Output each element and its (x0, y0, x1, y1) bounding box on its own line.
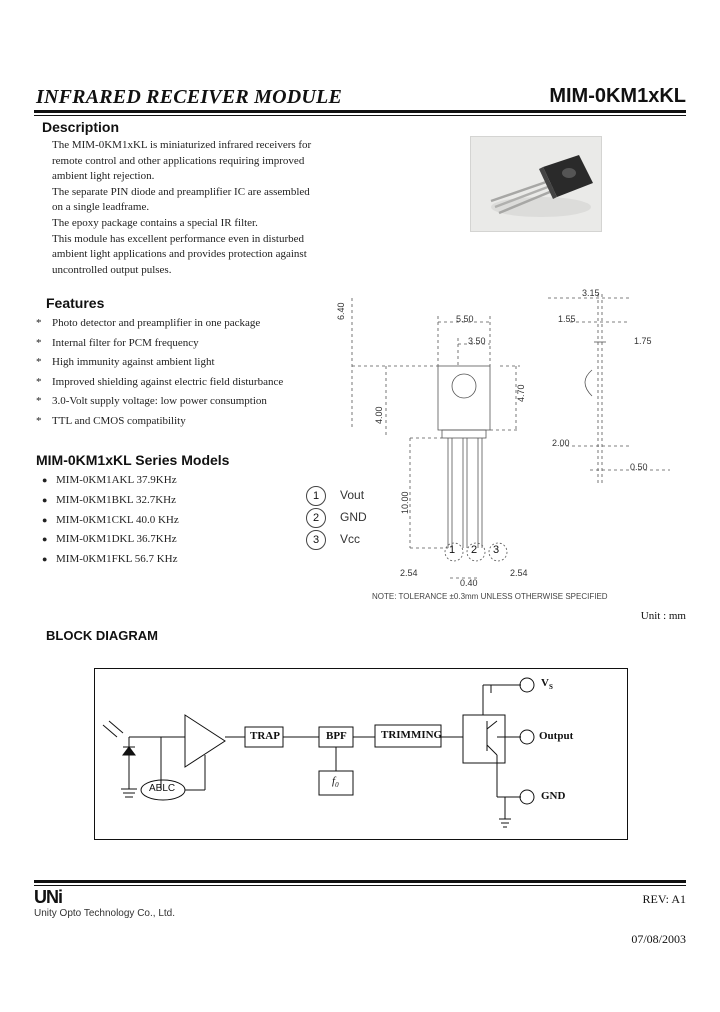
trimming-block: TRIMMING (381, 729, 443, 741)
gnd-terminal: GND (541, 790, 566, 802)
model-item: ● MIM-0KM1AKL 37.9KHz (42, 474, 177, 486)
pin-number: 2 (306, 508, 326, 528)
model-item: ● MIM-0KM1FKL 56.7 KHz (42, 553, 178, 566)
header-rule-thick (34, 110, 686, 113)
pin-label: Vout (340, 488, 365, 502)
company-logo: UNi (34, 887, 62, 907)
models-list (42, 471, 262, 570)
description-line: The MIM-0KM1xKL is miniaturized infrared receivers for (52, 139, 312, 151)
receiver-module-image (471, 137, 601, 231)
product-photo (470, 136, 602, 232)
dim-label: 2.54 (400, 568, 418, 578)
f0-block: $f_0$ (332, 775, 339, 790)
dim-label: 2.00 (552, 438, 570, 448)
pin-label: Vcc (340, 532, 361, 546)
description-line: The separate PIN diode and preamplifier IC are assembled (52, 185, 310, 198)
dim-label: 1.75 (634, 336, 652, 346)
dim-label: 10.00 (400, 491, 410, 514)
document-date: 07/08/2003 (631, 932, 686, 946)
description-line: The epoxy package contains a special IR filter. (52, 216, 258, 229)
trap-block: TRAP (250, 730, 280, 742)
feature-item: * Improved shielding against electric field disturbance (36, 375, 284, 388)
bpf-block: BPF (326, 730, 347, 742)
description-text (52, 138, 352, 278)
dim-label: 3.15 (582, 288, 600, 298)
block-diagram (94, 668, 628, 840)
features-heading: Features (46, 295, 105, 311)
model-item: ● MIM-0KM1CKL 40.0 KHz (42, 513, 179, 526)
vs-terminal: $V_S$ (541, 677, 553, 692)
dim-label: 4.70 (516, 384, 526, 402)
tolerance-note: NOTE: TOLERANCE ±0.3mm UNLESS OTHERWISE SPECIFIED (372, 592, 608, 601)
footer-rule-thin (34, 885, 686, 886)
description-line: uncontrolled output pulses. (52, 263, 172, 276)
model-item: ● MIM-0KM1DKL 36.7KHz (42, 533, 177, 546)
description-line: ambient light rejection. (52, 170, 155, 183)
lead-pin-number: 3 (493, 544, 500, 556)
models-heading: MIM-0KM1xKL Series Models (36, 452, 230, 468)
pin-number: 1 (306, 486, 326, 506)
unit-label: Unit : mm (640, 610, 686, 622)
pin-number: 3 (306, 530, 326, 550)
dim-label: 2.54 (510, 568, 528, 578)
description-line: on a single leadframe. (52, 201, 150, 214)
ablc-block: ABLC (149, 783, 176, 794)
feature-item: * Photo detector and preamplifier in one package (36, 317, 261, 329)
lead-pin-number: 1 (449, 544, 456, 556)
package-outline-svg (330, 286, 690, 606)
feature-item: * Internal filter for PCM frequency (36, 336, 199, 349)
block-diagram-heading: BLOCK DIAGRAM (46, 628, 158, 643)
feature-item: * High immunity against ambient light (36, 356, 215, 369)
dim-label: 5.50 (456, 314, 474, 324)
description-line: remote control and other applications requiring improved (52, 154, 305, 167)
features-list (36, 314, 336, 432)
header-rule-thin (34, 115, 686, 116)
feature-item: * 3.0-Volt supply voltage: low power consumption (36, 395, 267, 408)
block-diagram-svg (95, 669, 627, 839)
lead-pin-number: 2 (471, 544, 478, 556)
dim-label: 3.50 (468, 336, 486, 346)
description-line: This module has excellent performance even in disturbed (52, 232, 304, 245)
revision: REV: A1 (642, 892, 686, 906)
footer-rule-thick (34, 880, 686, 883)
description-heading: Description (42, 119, 120, 135)
dim-label: 0.50 (630, 462, 648, 472)
company-name: Unity Opto Technology Co., Ltd. (34, 908, 176, 919)
dim-label: 1.55 (558, 314, 576, 324)
model-item: ● MIM-0KM1BKL 32.7KHz (42, 493, 176, 506)
pin-label: GND (340, 510, 367, 524)
description-line: ambient light applications and provides protection against (52, 248, 307, 261)
feature-item: * TTL and CMOS compatibility (36, 414, 186, 427)
dim-label: 0.40 (460, 578, 478, 588)
dim-label: 4.00 (374, 406, 384, 424)
output-terminal: Output (539, 730, 574, 742)
document-title: INFRARED RECEIVER MODULE (36, 86, 343, 108)
mechanical-drawing (312, 286, 690, 606)
dim-label: 6.40 (336, 302, 346, 320)
part-number: MIM-0KM1xKL (549, 85, 686, 107)
